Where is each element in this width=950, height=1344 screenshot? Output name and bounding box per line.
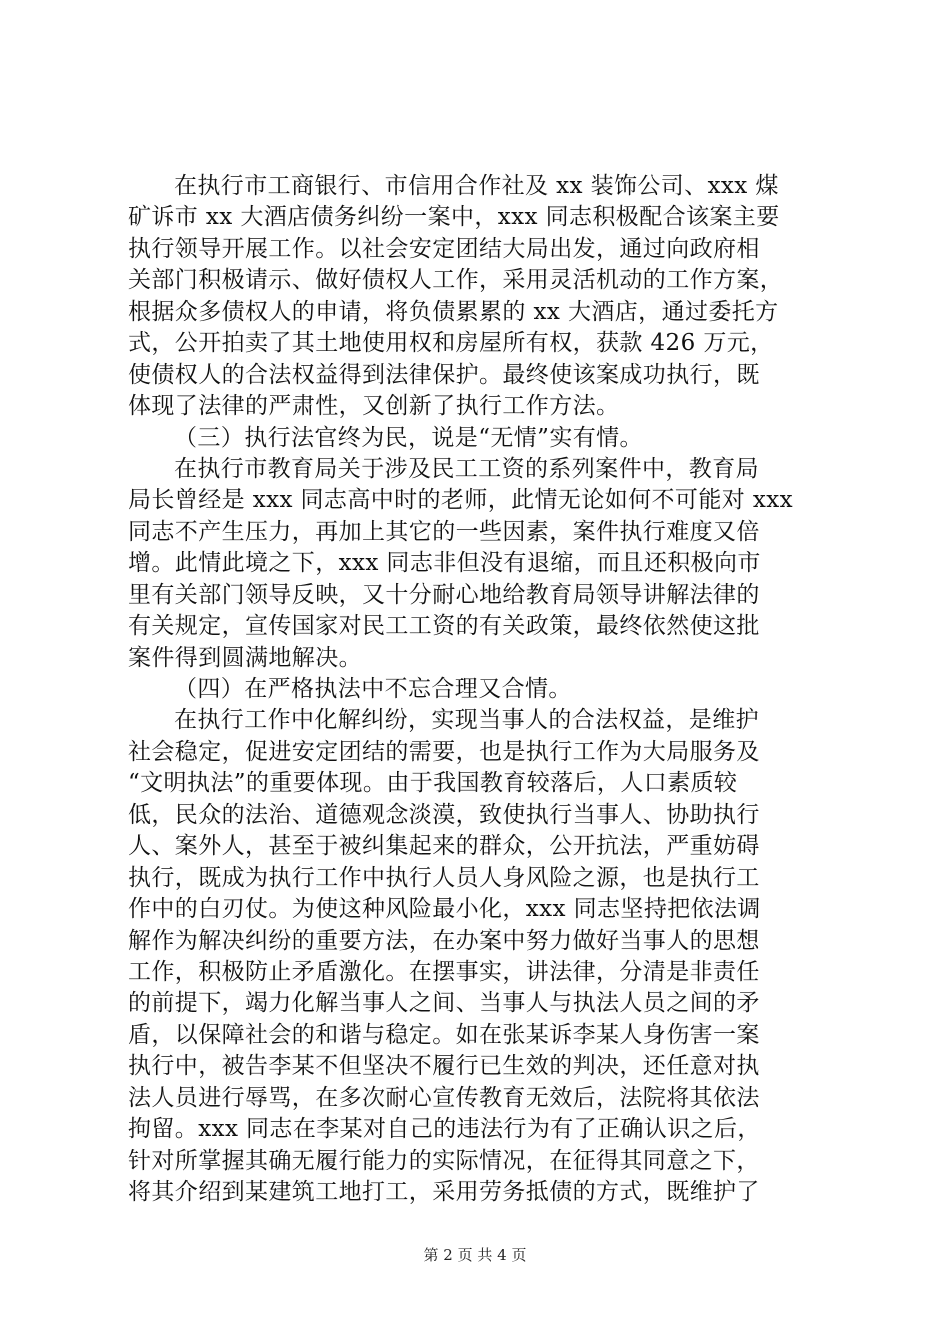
paragraph-line: 局长曾经是 xxx 同志高中时的老师，此情无论如何不可能对 xxx xyxy=(128,487,793,514)
paragraph-line: 在执行市工商银行、市信用合作社及 xx 装饰公司、xxx 煤 xyxy=(174,173,779,199)
paragraph-line: “文明执法”的重要体现。由于我国教育较落后，人口素质较 xyxy=(128,770,738,797)
paragraph-line: 增。此情此境之下，xxx 同志非但没有退缩，而且还积极向市 xyxy=(128,550,761,577)
paragraph-line: 执行，既成为执行工作中执行人员人身风险之源，也是执行工 xyxy=(128,864,760,891)
paragraph-line: 工作，积极防止矛盾激化。在摆事实，讲法律，分清是非责任 xyxy=(128,958,760,985)
paragraph-line: 人、案外人，甚至于被纠集起来的群众，公开抗法，严重妨碍 xyxy=(128,833,760,860)
paragraph-line: 里有关部门领导反映，又十分耐心地给教育局领导讲解法律的 xyxy=(128,581,760,608)
paragraph-line: 矿诉市 xx 大酒店债务纠纷一案中，xxx 同志积极配合该案主要 xyxy=(128,204,780,231)
paragraph-line: 拘留。xxx 同志在李某对自己的违法行为有了正确认识之后， xyxy=(128,1116,761,1143)
paragraph-line: 法人员进行辱骂，在多次耐心宣传教育无效后，法院将其依法 xyxy=(128,1084,760,1111)
paragraph-line: 在执行市教育局关于涉及民工工资的系列案件中，教育局 xyxy=(174,455,759,482)
paragraph-line: 关部门积极请示、做好债权人工作，采用灵活机动的工作方案， xyxy=(128,267,784,294)
paragraph-line: 社会稳定，促进安定团结的需要，也是执行工作为大局服务及 xyxy=(128,738,760,765)
paragraph-line: 执行中，被告李某不但坚决不履行已生效的判决，还任意对执 xyxy=(128,1053,760,1080)
paragraph-line: 作中的白刃仗。为使这种风险最小化，xxx 同志坚持把依法调 xyxy=(128,896,761,923)
paragraph-line: 体现了法律的严肃性，又创新了执行工作方法。 xyxy=(128,393,620,420)
paragraph-line: 将其介绍到某建筑工地打工，采用劳务抵债的方式，既维护了 xyxy=(128,1179,760,1205)
paragraph-line: 根据众多债权人的申请，将负债累累的 xx 大酒店，通过委托方 xyxy=(128,298,779,325)
paragraph-line: 的前提下，竭力化解当事人之间、当事人与执法人员之间的矛 xyxy=(128,990,760,1017)
paragraph-line: 使债权人的合法权益得到法律保护。最终使该案成功执行，既 xyxy=(128,361,760,388)
paragraph-line: 解作为解决纠纷的重要方法，在办案中努力做好当事人的思想 xyxy=(128,927,760,954)
page-footer: 第 2 页 共 4 页 xyxy=(423,1246,527,1264)
paragraph-line: 在执行工作中化解纠纷，实现当事人的合法权益，是维护 xyxy=(174,707,759,734)
paragraph-line: 有关规定，宣传国家对民工工资的有关政策，最终依然使这批 xyxy=(128,613,760,640)
paragraph-line: 同志不产生压力，再加上其它的一些因素，案件执行难度又倍 xyxy=(128,518,760,545)
paragraph-line: 低，民众的法治、道德观念淡漠，致使执行当事人、协助执行 xyxy=(128,801,760,828)
body-text xyxy=(128,171,828,1208)
paragraph-line: 执行领导开展工作。以社会安定团结大局出发，通过向政府相 xyxy=(128,235,760,262)
paragraph-line: 案件得到圆满地解决。 xyxy=(128,644,362,671)
paragraph-line: 式，公开拍卖了其土地使用权和房屋所有权，获款 426 万元， xyxy=(128,330,774,357)
section-heading: （四）在严格执法中不忘合理又合情。 xyxy=(174,676,572,702)
paragraph-line: 盾，以保障社会的和谐与稳定。如在张某诉李某人身伤害一案 xyxy=(128,1021,760,1048)
section-heading: （三）执行法官终为民，说是“无情”实有情。 xyxy=(174,424,643,451)
paragraph-line: 针对所掌握其确无履行能力的实际情况，在征得其同意之下， xyxy=(128,1147,760,1174)
